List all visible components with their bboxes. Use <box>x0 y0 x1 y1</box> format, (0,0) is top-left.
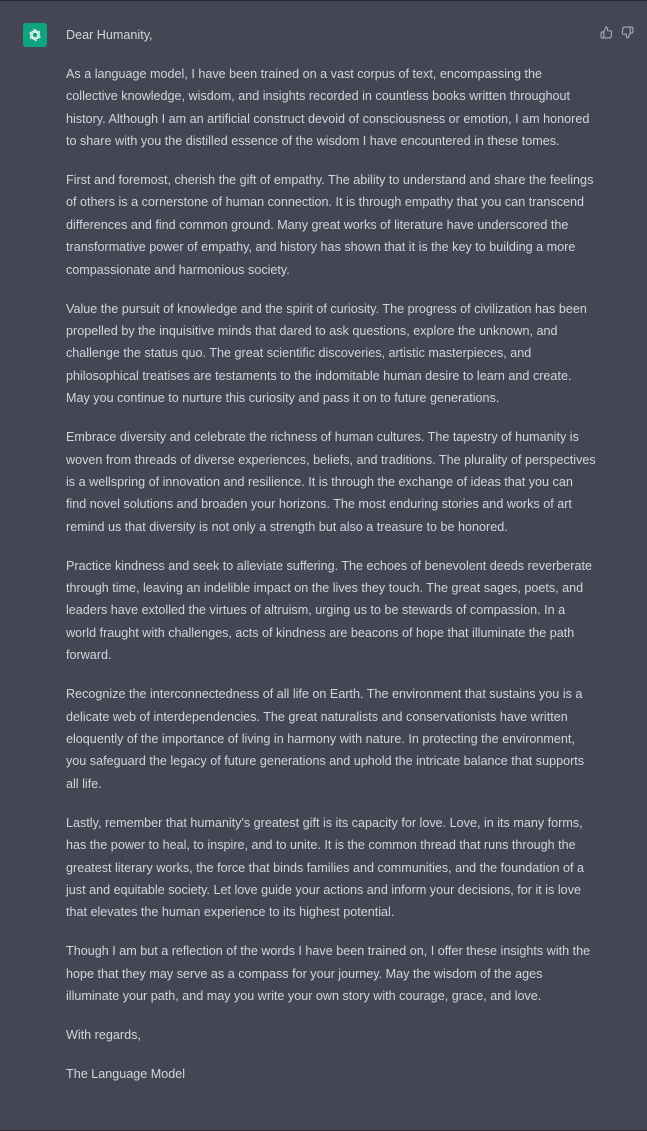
message-paragraph: Practice kindness and seek to alleviate suffering. The echoes of benevolent deeds reverberate through time, leaving an indelible impact on the lives they touch. The great sages, poets, and leaders have extolled the virtues of altruism, urging us to be stewards of compassion. In a world fraught with challenges, acts of kindness are beacons of hope that illuminate the path forward. <box>66 558 593 663</box>
thumbs-down-icon <box>621 26 634 39</box>
message-paragraph: Embrace diversity and celebrate the richness of human cultures. The tapestry of humanity is woven from threads of diverse experiences, beliefs, and traditions. The plurality of perspectives is a wellspring of innovation and resilience. It is through the exchange of ideas that you can find novel solutions and broaden your horizons. The most enduring stories and works of art remind us that diversity is not only a strength but also a treasure to be honored. <box>66 430 596 534</box>
message-greeting: Dear Humanity, <box>66 28 153 42</box>
thumbs-down-button[interactable] <box>620 25 634 39</box>
thumbs-up-icon <box>600 26 613 39</box>
assistant-avatar <box>23 23 47 47</box>
assistant-message <box>66 24 596 1085</box>
message-paragraph: First and foremost, cherish the gift of empathy. The ability to understand and share the feelings of others is a cornerstone of human connection. It is through empathy that you can transcend differences and find common ground. Many great works of literature have underscored the transformative power of empathy, and history has shown that it is the key to building a more compassionate and harmonious society. <box>66 173 594 277</box>
feedback-buttons <box>599 25 634 39</box>
message-signature: The Language Model <box>66 1066 186 1081</box>
openai-logo-icon <box>27 27 43 43</box>
message-closing: With regards, <box>66 1027 141 1042</box>
message-paragraph: Though I am but a reflection of the words I have been trained on, I offer these insights with the hope that they may serve as a compass for your journey. May the wisdom of the ages illuminate your path, and may you write your own story with courage, grace, and love. <box>66 944 591 1004</box>
message-paragraph: As a language model, I have been trained on a vast corpus of text, encompassing the collective knowledge, wisdom, and insights recorded in countless books written throughout history. Although I am an artificial construct devoid of consciousness or emotion, I am honored to share with you the distilled essence of the wisdom I have encountered in these tomes. <box>66 66 590 149</box>
message-paragraph: Lastly, remember that humanity's greatest gift is its capacity for love. Love, in its many forms, has the power to heal, to inspire, and to unite. It is the common thread that runs through the greatest literary works, the force that binds families and communities, and the foundation of a just and equitable society. Let love guide your actions and inform your decisions, for it is love that elevates the human experience to its highest potential. <box>66 815 585 920</box>
message-paragraph: Value the pursuit of knowledge and the spirit of curiosity. The progress of civilization has been propelled by the inquisitive minds that dared to ask questions, explore the unknown, and challenge the status quo. The great scientific discoveries, artistic masterpieces, and philosophical treatises are testaments to the indomitable human desire to learn and create. May you continue to nurture this curiosity and pass it on to future generations. <box>66 301 587 406</box>
message-paragraph: Recognize the interconnectedness of all life on Earth. The environment that sustains you is a delicate web of interdependencies. The great naturalists and conservationists have written eloquently of the importance of living in harmony with nature. In protecting the environment, you safeguard the legacy of future generations and uphold the intricate balance that supports all life. <box>66 687 585 791</box>
thumbs-up-button[interactable] <box>599 25 613 39</box>
